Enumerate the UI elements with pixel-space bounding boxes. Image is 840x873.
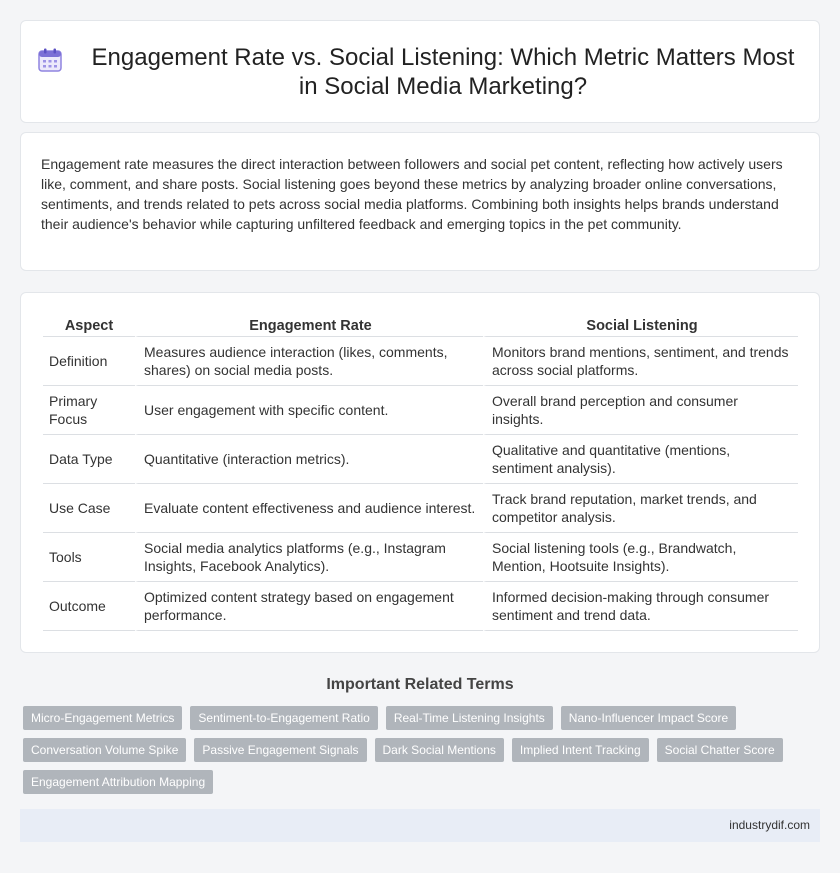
table-row — [43, 337, 798, 386]
related-terms-list — [23, 706, 823, 794]
row-social-listening: Social listening tools (e.g., Brandwatch, Mention, Hootsuite Insights). — [483, 533, 798, 582]
related-term-tag[interactable]: Passive Engagement Signals — [194, 738, 366, 762]
row-social-listening: Track brand reputation, market trends, and competitor analysis. — [483, 484, 798, 533]
intro-card — [20, 132, 820, 271]
table-header-row — [43, 315, 798, 337]
footer-site-link[interactable]: industrydif.com — [729, 818, 810, 832]
row-engagement-rate: Evaluate content effectiveness and audience interest. — [135, 484, 483, 533]
row-social-listening: Overall brand perception and consumer insights. — [483, 386, 798, 435]
related-term-tag[interactable]: Social Chatter Score — [657, 738, 783, 762]
footer — [20, 809, 820, 842]
intro-paragraph: Engagement rate measures the direct interaction between followers and social pet content, reflecting how actively users like, comment, and share posts. Social listening goes beyond these metrics by analyzing broader online conversations, sentiments, and trends related to pets across social media platforms. Combining both insights helps brands understand their audience's behavior while capturing unfiltered feedback and emerging topics in the pet community. — [41, 156, 783, 232]
row-aspect: Tools — [43, 533, 135, 582]
page-title: Engagement Rate vs. Social Listening: Which Metric Matters Most in Social Media Marketing? — [91, 43, 795, 100]
related-terms-title: Important Related Terms — [326, 676, 514, 693]
table-row — [43, 533, 798, 582]
comparison-table — [43, 315, 798, 631]
related-term-tag[interactable]: Engagement Attribution Mapping — [23, 770, 213, 794]
related-term-tag[interactable]: Nano-Influencer Impact Score — [561, 706, 736, 730]
row-aspect: Primary Focus — [43, 386, 135, 435]
related-term-tag[interactable]: Micro-Engagement Metrics — [23, 706, 182, 730]
related-term-tag[interactable]: Implied Intent Tracking — [512, 738, 649, 762]
header-card — [20, 20, 820, 123]
related-term-tag[interactable]: Dark Social Mentions — [375, 738, 504, 762]
related-term-tag[interactable]: Conversation Volume Spike — [23, 738, 186, 762]
table-row — [43, 386, 798, 435]
row-aspect: Outcome — [43, 582, 135, 631]
header-engagement-rate: Engagement Rate — [135, 315, 483, 337]
row-engagement-rate: Social media analytics platforms (e.g., Instagram Insights, Facebook Analytics). — [135, 533, 483, 582]
table-row — [43, 582, 798, 631]
row-engagement-rate: User engagement with specific content. — [135, 386, 483, 435]
row-aspect: Definition — [43, 337, 135, 386]
row-engagement-rate: Measures audience interaction (likes, comments, shares) on social media posts. — [135, 337, 483, 386]
row-social-listening: Monitors brand mentions, sentiment, and trends across social platforms. — [483, 337, 798, 386]
related-term-tag[interactable]: Real-Time Listening Insights — [386, 706, 553, 730]
calendar-icon — [37, 47, 63, 73]
row-aspect: Data Type — [43, 435, 135, 484]
header-aspect: Aspect — [43, 315, 135, 337]
row-aspect: Use Case — [43, 484, 135, 533]
row-engagement-rate: Optimized content strategy based on engagement performance. — [135, 582, 483, 631]
related-term-tag[interactable]: Sentiment-to-Engagement Ratio — [190, 706, 377, 730]
table-row — [43, 484, 798, 533]
row-social-listening: Qualitative and quantitative (mentions, sentiment analysis). — [483, 435, 798, 484]
comparison-table-card — [20, 292, 820, 653]
table-row — [43, 435, 798, 484]
row-social-listening: Informed decision-making through consumer sentiment and trend data. — [483, 582, 798, 631]
header — [37, 43, 803, 101]
header-social-listening: Social Listening — [483, 315, 798, 337]
row-engagement-rate: Quantitative (interaction metrics). — [135, 435, 483, 484]
